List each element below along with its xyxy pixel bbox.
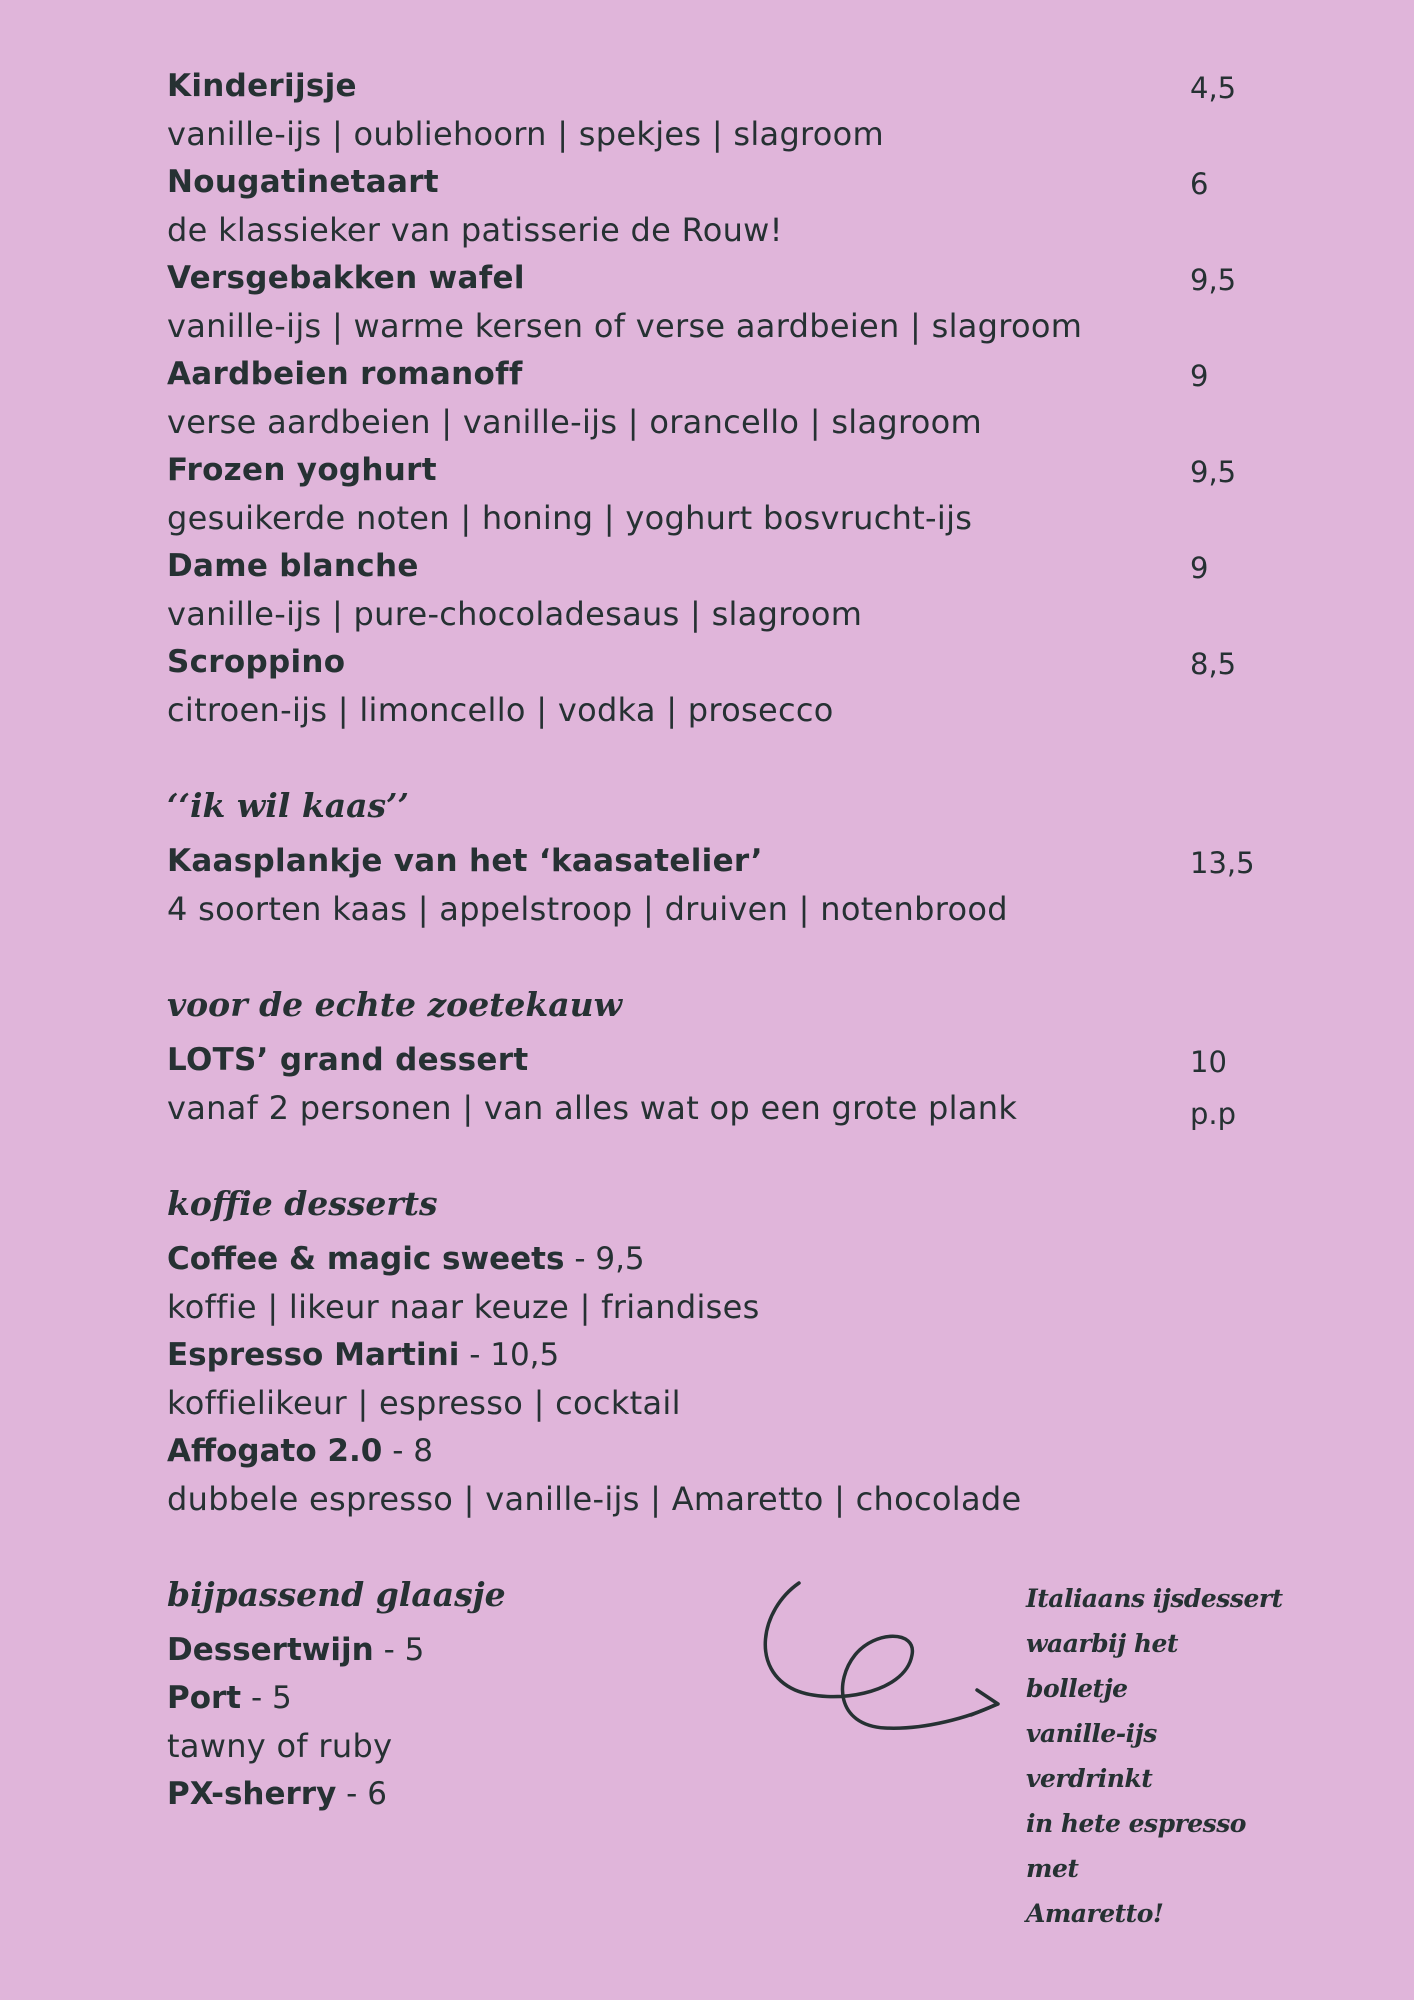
- item-name: PX-sherry: [167, 1776, 337, 1812]
- separator: -: [392, 1433, 404, 1469]
- item-description: vanille-ijs | warme kersen of verse aardbeien | slagroom: [167, 307, 1083, 345]
- separator: -: [574, 1241, 586, 1277]
- item-name: Kinderijsje: [167, 68, 357, 104]
- menu-item: [167, 1427, 1277, 1523]
- section-heading: ‘‘ik wil kaas’’: [167, 786, 410, 825]
- section-kaas: [167, 781, 1277, 933]
- note-line: Italiaans ijsdessert: [1026, 1584, 1283, 1613]
- item-name: Coffee & magic sweets: [167, 1241, 565, 1277]
- item-name: Dessertwijn: [167, 1632, 374, 1668]
- item-description: de klassieker van patisserie de Rouw!: [167, 211, 783, 249]
- item-name: Espresso Martini: [167, 1337, 460, 1373]
- item-name: LOTS’ grand dessert: [167, 1042, 529, 1078]
- separator: -: [346, 1776, 358, 1812]
- menu-item: [167, 62, 1277, 158]
- item-price: 8: [413, 1433, 433, 1469]
- item-name: Port: [167, 1680, 242, 1716]
- menu-item: [167, 158, 1277, 254]
- item-description: citroen-ijs | limoncello | vodka | prosecco: [167, 691, 834, 729]
- item-price: 5: [272, 1680, 292, 1716]
- item-price: 13,5: [1190, 846, 1255, 880]
- item-price: 8,5: [1190, 647, 1237, 681]
- separator: -: [469, 1337, 481, 1373]
- separator: -: [250, 1680, 263, 1716]
- item-name: Kaasplankje van het ‘kaasatelier’: [167, 843, 763, 879]
- item-name: Dame blanche: [167, 548, 419, 584]
- item-description: vanille-ijs | oubliehoorn | spekjes | slagroom: [167, 115, 885, 153]
- menu-item: [167, 542, 1277, 638]
- item-description: vanille-ijs | pure-chocoladesaus | slagroom: [167, 595, 863, 633]
- item-description: koffie | likeur naar keuze | friandises: [167, 1288, 760, 1326]
- item-name: Nougatinetaart: [167, 164, 439, 200]
- item-description: verse aardbeien | vanille-ijs | orancello | slagroom: [167, 403, 982, 441]
- menu-item: [167, 837, 1277, 933]
- note-line: Amaretto!: [1026, 1899, 1164, 1928]
- section-heading: bijpassend glaasje: [167, 1575, 506, 1614]
- item-price: 5: [404, 1632, 425, 1668]
- section-heading: koffie desserts: [167, 1184, 438, 1223]
- item-price: 10,5: [490, 1337, 560, 1373]
- item-price: 10 p.p: [1190, 1045, 1237, 1131]
- item-name: Versgebakken wafel: [167, 260, 525, 296]
- item-price: 9: [1190, 359, 1209, 393]
- menu-item: [167, 1331, 1277, 1427]
- note-line: vanille-ijs verdrinkt: [1026, 1719, 1157, 1793]
- item-price: 6: [367, 1776, 387, 1812]
- item-price: 9,5: [1190, 455, 1237, 489]
- menu-item: [167, 1036, 1277, 1132]
- menu-item: [167, 254, 1277, 350]
- item-description: koffielikeur | espresso | cocktail: [167, 1384, 681, 1422]
- item-price: 4,5: [1190, 71, 1237, 105]
- menu-page: [167, 62, 1277, 1818]
- affogato-note: [1026, 1576, 1286, 1936]
- item-description: vanaf 2 personen | van alles wat op een grote plank: [167, 1089, 1018, 1127]
- item-name: Frozen yoghurt: [167, 452, 437, 488]
- note-line: in hete espresso met: [1026, 1809, 1246, 1883]
- menu-item: [167, 446, 1277, 542]
- item-price: 9,5: [1190, 263, 1237, 297]
- item-price: 9: [1190, 551, 1209, 585]
- item-name: Scroppino: [167, 644, 346, 680]
- item-name: Affogato 2.0: [167, 1433, 383, 1469]
- item-price: 6: [1190, 167, 1209, 201]
- menu-item: [167, 350, 1277, 446]
- section-zoetekauw: [167, 980, 1277, 1132]
- item-name: Aardbeien romanoff: [167, 356, 523, 392]
- section-koffie: [167, 1179, 1277, 1523]
- item-description: 4 soorten kaas | appelstroop | druiven | notenbrood: [167, 890, 1008, 928]
- menu-item: [167, 1235, 1277, 1331]
- section-heading: voor de echte zoetekauw: [167, 985, 623, 1024]
- item-description: tawny of ruby: [167, 1727, 393, 1765]
- menu-item: [167, 638, 1277, 734]
- separator: -: [383, 1632, 395, 1668]
- note-line: waarbij het bolletje: [1026, 1629, 1178, 1703]
- swirl-arrow-icon: [755, 1575, 1005, 1745]
- item-description: gesuikerde noten | honing | yoghurt bosvrucht-ijs: [167, 499, 973, 537]
- item-price: 9,5: [595, 1241, 645, 1277]
- item-description: dubbele espresso | vanille-ijs | Amaretto | chocolade: [167, 1480, 1022, 1518]
